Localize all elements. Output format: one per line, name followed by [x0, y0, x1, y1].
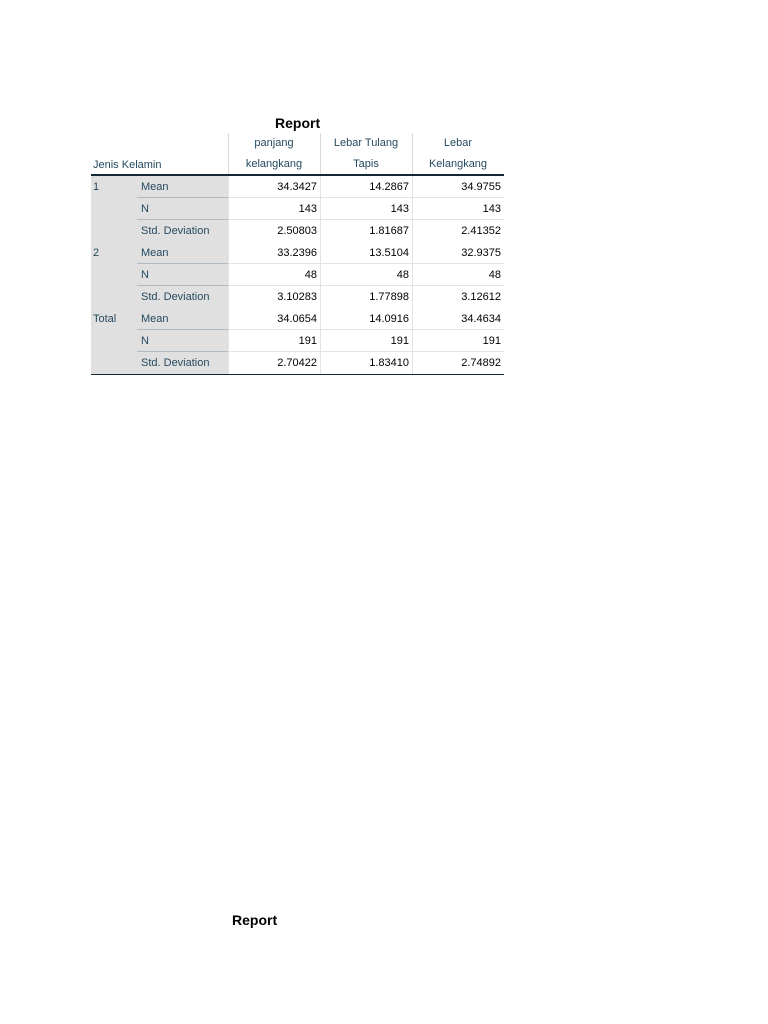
table-row [137, 308, 504, 330]
table-cell: 2.74892 [412, 352, 504, 374]
table-cell: 3.12612 [412, 286, 504, 308]
stat-label: N [137, 330, 228, 352]
table-row [137, 176, 504, 198]
column-header-line: panjang [254, 137, 294, 149]
table-cell: 2.41352 [412, 220, 504, 242]
table-cell: 191 [320, 330, 412, 352]
table-cell: 191 [412, 330, 504, 352]
table-cell: 14.2867 [320, 176, 412, 198]
stat-label: Std. Deviation [137, 220, 228, 242]
table-cell: 34.3427 [228, 176, 320, 198]
report-title: Report [275, 115, 321, 131]
table-row [137, 198, 504, 220]
table-row [137, 220, 504, 242]
stat-label: Mean [137, 176, 228, 198]
table-group [91, 308, 504, 375]
table-cell: 2.70422 [228, 352, 320, 374]
group-column-header: Jenis Kelamin [93, 159, 162, 171]
table-row [137, 352, 504, 374]
group-label: Total [91, 308, 137, 374]
column-header-line: Lebar Tulang [333, 137, 399, 149]
table-group [91, 242, 504, 308]
table-cell: 34.4634 [412, 308, 504, 330]
table-row [137, 286, 504, 308]
column-header-line: Lebar [443, 137, 473, 149]
column-header-panjang-kelangkang [228, 133, 320, 174]
table-cell: 48 [320, 264, 412, 286]
table-cell: 13.5104 [320, 242, 412, 264]
table-group [91, 176, 504, 242]
table-cell: 2.50803 [228, 220, 320, 242]
table-cell: 1.77898 [320, 286, 412, 308]
stat-label: N [137, 264, 228, 286]
stat-label: Std. Deviation [137, 352, 228, 374]
table-cell: 48 [412, 264, 504, 286]
column-header-lebar-kelangkang [412, 133, 504, 174]
column-header-line: Tapis [353, 158, 379, 170]
table-cell: 33.2396 [228, 242, 320, 264]
table-cell: 32.9375 [412, 242, 504, 264]
table-cell: 143 [320, 198, 412, 220]
column-header-line: kelangkang [245, 158, 303, 170]
table-cell: 191 [228, 330, 320, 352]
table-cell: 14.0916 [320, 308, 412, 330]
table-row [137, 264, 504, 286]
stat-label: Std. Deviation [137, 286, 228, 308]
stat-label: N [137, 198, 228, 220]
table-cell: 143 [228, 198, 320, 220]
group-label: 2 [91, 242, 137, 308]
column-header-line: Kelangkang [428, 158, 488, 170]
stat-label: Mean [137, 308, 228, 330]
table-cell: 3.10283 [228, 286, 320, 308]
report-title-next: Report [232, 912, 278, 928]
table-row [137, 242, 504, 264]
stat-label: Mean [137, 242, 228, 264]
table-cell: 48 [228, 264, 320, 286]
table-row [137, 330, 504, 352]
report-table [91, 133, 504, 375]
table-cell: 143 [412, 198, 504, 220]
table-cell: 34.9755 [412, 176, 504, 198]
group-label: 1 [91, 176, 137, 242]
table-cell: 1.83410 [320, 352, 412, 374]
table-header [91, 133, 504, 176]
column-header-lebar-tulang-tapis [320, 133, 412, 174]
table-cell: 1.81687 [320, 220, 412, 242]
table-cell: 34.0654 [228, 308, 320, 330]
